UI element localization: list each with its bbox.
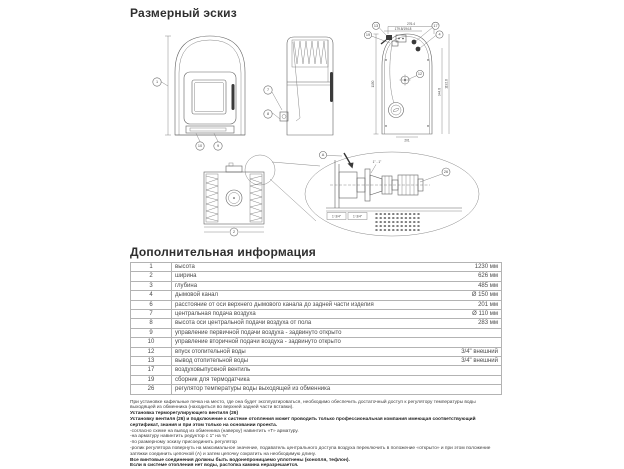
table-row (131, 328, 502, 337)
row-value: 201 мм (478, 301, 498, 308)
callout-9 (214, 142, 222, 150)
dim-thread-right: 1'-3/4" (352, 214, 363, 219)
row-number: 17 (131, 366, 172, 375)
note-line: Установку вентиля (26) и подключение к системе отопления может проводить только профессиональная компания имеющая соответствующий сертификат, знания и при этом только на основании проекта. (130, 417, 476, 428)
callout-26 (442, 168, 450, 176)
svg-text:A: A (321, 153, 325, 157)
svg-text:17: 17 (433, 23, 438, 28)
row-number: 19 (131, 375, 172, 384)
callout-13 (372, 22, 379, 29)
table-row (131, 385, 502, 394)
row-description: сборник для термодатчика (172, 375, 502, 384)
row-number: 3 (131, 281, 172, 290)
svg-text:9: 9 (216, 144, 220, 148)
rear-view (364, 22, 449, 142)
dim-top-offsets: 179.8/194.8 (394, 27, 412, 31)
callout-1 (153, 78, 161, 86)
row-description: высота 1230 мм (172, 263, 502, 272)
row-description: расстояние от оси верхнего дымового канала до задней части изделия 201 мм (172, 300, 502, 309)
side-handle (330, 72, 333, 102)
note-line: -согласно схеме на вывод из обменника (наверху) навинтить «Т» арматуру. (130, 428, 299, 434)
callout-2 (230, 228, 238, 236)
dim-right-inner: 944.8 (437, 88, 442, 96)
svg-text:2: 2 (232, 230, 236, 234)
note-line: При установке кафельные печка на место, где она будет эксплуатироваться, необходимо обеспечить достаточный доступ к регулятору температуры воды выходящей из обменника (находиться во верхней задней части вставки). (130, 399, 476, 411)
callout-12 (416, 70, 423, 77)
row-number: 10 (131, 338, 172, 347)
content-column (130, 6, 502, 469)
table-row (131, 310, 502, 319)
callout-10 (196, 142, 204, 150)
row-description: ширина 626 мм (172, 272, 502, 281)
note-line: Если в системе отопления нет воды, растопка камина неразрешается. (130, 463, 299, 469)
vent-fitting (412, 40, 417, 45)
note-line: Установка терморегулирующего вентиля (26) (130, 411, 239, 417)
row-number: 26 (131, 385, 172, 394)
dim-thread-left: 1'-3/4" (331, 214, 342, 219)
row-value: 283 мм (478, 320, 498, 327)
row-description: регулятор температуры воды выходящей из обменника (172, 385, 502, 394)
svg-text:12: 12 (417, 72, 423, 76)
row-description: высота оси центральной подачи воздуха от пола 283 мм (172, 319, 502, 328)
row-number: 7 (131, 310, 172, 319)
side-view (264, 37, 333, 135)
dim-right-outer: 1192.8 (444, 79, 449, 89)
note-line: -на арматуру навинтить редуктор с 1" на ¾" (130, 434, 228, 440)
row-value: 3/4" внешний (461, 348, 498, 355)
row-description: центральная подача воздуха Ø 110 мм (172, 310, 502, 319)
row-number: 6 (131, 300, 172, 309)
table-row (131, 319, 502, 328)
svg-text:13: 13 (373, 23, 379, 28)
svg-text:7: 7 (266, 88, 270, 92)
info-table (130, 262, 502, 395)
dim-bottom-offset: 201 (404, 138, 410, 143)
row-number: 2 (131, 272, 172, 281)
table-row (131, 375, 502, 384)
callout-8 (264, 110, 272, 118)
table-row (131, 281, 502, 290)
row-number: 8 (131, 319, 172, 328)
row-value: 485 мм (478, 282, 498, 289)
note-line: -по размерному эскизу присоединить регулятор (130, 440, 237, 446)
row-value: 1230 мм (474, 264, 498, 270)
row-description: дымовой канал Ø 150 мм (172, 291, 502, 300)
detail-reference-circle (245, 155, 275, 185)
perforation-grate (376, 214, 422, 230)
dim-left-height: 1150 (371, 80, 375, 88)
row-value: 626 мм (478, 273, 498, 280)
table-row (131, 263, 502, 272)
row-number: 1 (131, 263, 172, 272)
door-handle (232, 84, 235, 110)
row-description: впуск отопительной воды 3/4" внешний (172, 347, 502, 356)
callout-7 (264, 86, 272, 94)
row-number: 13 (131, 357, 172, 366)
table-row (131, 366, 502, 375)
row-description: глубина 485 мм (172, 281, 502, 290)
callout-4 (436, 31, 443, 38)
svg-text:26: 26 (443, 170, 449, 174)
row-description: управление вторичной подачи воздуха - задвинуто открыто (172, 338, 502, 347)
table-row (131, 291, 502, 300)
table-row (131, 338, 502, 347)
installation-notes (130, 400, 502, 469)
table-row (131, 300, 502, 309)
callout-19 (364, 31, 371, 38)
chimney-fitting (416, 47, 421, 52)
row-description: вывод отопительной воды 3/4" внешний (172, 357, 502, 366)
table-row (131, 272, 502, 281)
info-title: Дополнительная информация (130, 245, 316, 259)
top-view (204, 155, 320, 236)
svg-text:10: 10 (197, 144, 203, 148)
drawing-title: Размерный эскиз (130, 6, 237, 20)
callout-A (319, 151, 326, 158)
front-view (153, 36, 245, 150)
note-line: -ролик регулятора повернуть на максимальное значение, подаватель центрального доступа воздуха переключить в положение «открыто» и при этом положение затяжки соединить цепочкой (А) и затем цепочку сократить на необходимую длину. (130, 446, 491, 457)
svg-text:1: 1 (155, 80, 159, 84)
row-description: управление первичной подачи воздуха - задвинуто открыто (172, 328, 502, 337)
dimensional-drawing (130, 22, 502, 238)
svg-text:4: 4 (438, 32, 441, 37)
detail-view (305, 151, 479, 236)
dim-top-width: 276.4 (407, 22, 415, 27)
row-value: Ø 150 мм (471, 292, 498, 299)
row-value: 3/4" внешний (461, 358, 498, 365)
info-table-body (131, 263, 502, 395)
callout-17 (432, 22, 439, 29)
row-number: 9 (131, 328, 172, 337)
row-number: 12 (131, 347, 172, 356)
dim-reducer: 1" - 1" (372, 160, 382, 164)
row-value: Ø 110 мм (472, 311, 498, 318)
svg-text:19: 19 (365, 33, 371, 37)
row-number: 4 (131, 291, 172, 300)
table-row (131, 357, 502, 366)
note-line: Все винтовые соединения должны быть водонепроницаемо уплотнены (конопля, тефлон). (130, 457, 350, 463)
table-row (131, 347, 502, 356)
central-air-opening (389, 103, 404, 118)
row-description: воздуховыпускной вентиль (172, 366, 502, 375)
svg-text:8: 8 (266, 112, 270, 116)
